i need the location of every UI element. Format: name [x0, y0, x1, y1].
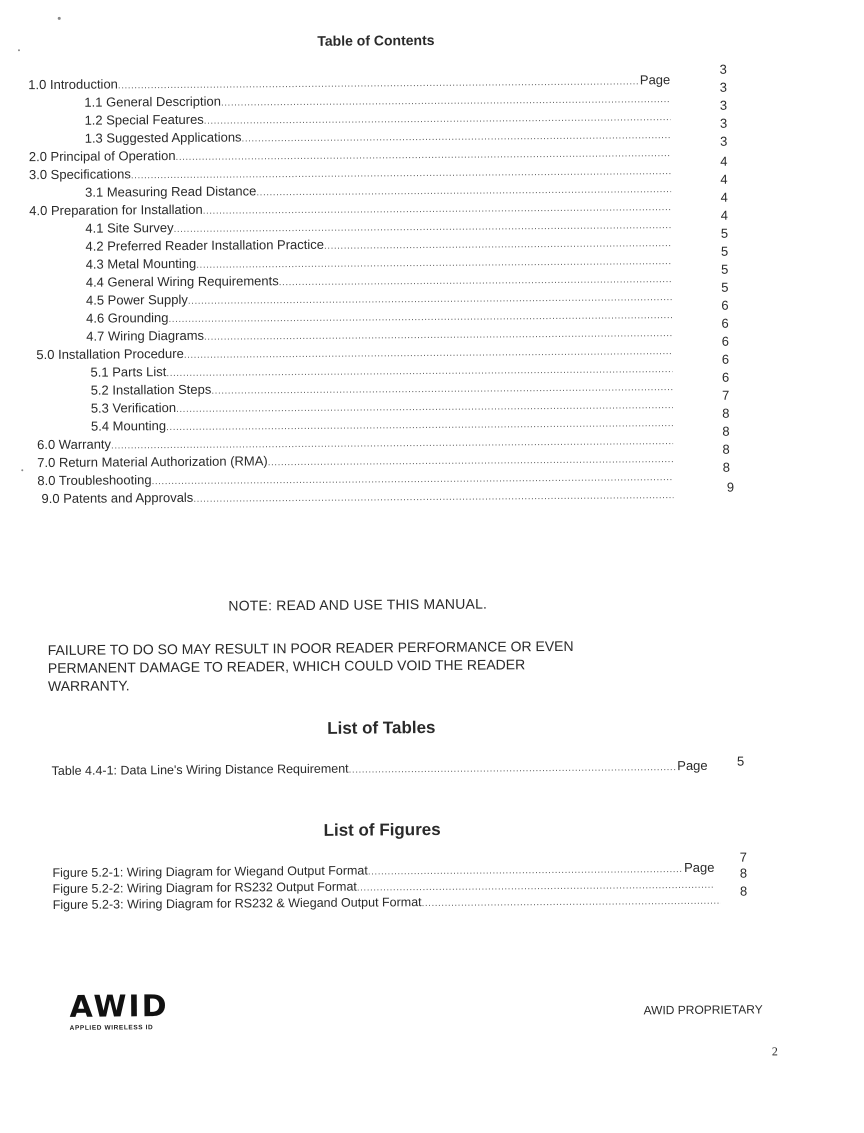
- toc-page-number: 6: [721, 351, 730, 367]
- awid-logo: [69, 989, 199, 1032]
- awid-logo-wordmark: AWID: [69, 989, 169, 1025]
- warning-line: PERMANENT DAMAGE TO READER, WHICH COULD VOID THE READER: [47, 656, 526, 677]
- toc-entry-label: 7.0 Return Material Authorization (RMA): [37, 453, 268, 471]
- awid-logo-tagline: APPLIED WIRELESS ID: [69, 1024, 154, 1032]
- warning-text: [48, 636, 728, 695]
- toc-entry-label: 4.6 Grounding: [86, 310, 169, 326]
- toc-page-number: 8: [722, 441, 730, 457]
- toc-page-number: 4: [720, 189, 728, 205]
- toc-entry: [90, 360, 672, 381]
- toc-page-number: 3: [720, 133, 728, 149]
- toc-page-number: 4: [720, 171, 728, 187]
- toc-page-number: 6: [721, 315, 729, 331]
- figure-entry: [53, 892, 721, 915]
- toc-entry-label: 8.0 Troubleshooting: [37, 472, 152, 489]
- toc-page-number: 8: [722, 423, 730, 439]
- toc-entry-label: 4.1 Site Survey: [85, 220, 174, 236]
- toc-entry-label: 5.2 Installation Steps: [90, 381, 212, 398]
- toc-page-number: 3: [719, 115, 728, 131]
- toc-page-number: 5: [721, 261, 729, 277]
- toc-entry: [85, 216, 671, 237]
- scan-speck: [58, 17, 61, 20]
- toc-entry-label: 4.7 Wiring Diagrams: [86, 327, 205, 344]
- figure-entry-label: Figure 5.2-1: Wiring Diagram for Wiegand Output Format: [52, 863, 368, 880]
- toc-page-number: 4: [720, 153, 728, 169]
- toc-page-number: 8: [722, 405, 730, 421]
- toc-entry: [91, 378, 673, 399]
- toc-entry: [86, 306, 672, 327]
- toc-page-number: 6: [721, 333, 729, 349]
- toc-entry: [91, 396, 673, 417]
- figure-entry-label: Figure 5.2-3: Wiring Diagram for RS232 & Wiegand Output Format: [52, 895, 422, 912]
- toc-entry-label: 2.0 Principal of Operation: [28, 147, 176, 165]
- proprietary-label: AWID PROPRIETARY: [643, 1002, 763, 1018]
- toc-entry-label: 3.0 Specifications: [28, 166, 131, 183]
- toc-entry-label: 4.2 Preferred Reader Installation Practice: [85, 236, 325, 254]
- toc-page-number: 9: [726, 479, 735, 495]
- toc-title: Table of Contents: [317, 31, 435, 49]
- toc-entry-label: 4.4 General Wiring Requirements: [85, 273, 279, 290]
- toc-page-number: 7: [722, 387, 730, 403]
- page-number: 2: [771, 1044, 778, 1059]
- dot-leader: [422, 894, 721, 912]
- toc-entry: [85, 180, 671, 201]
- toc-page-number: 5: [720, 243, 729, 259]
- toc-entry: [85, 126, 671, 147]
- list-of-figures-title: List of Figures: [323, 819, 441, 840]
- figure-page-number: 8: [739, 865, 748, 881]
- scan-speck: [21, 469, 23, 471]
- toc-page-number: 6: [721, 297, 729, 313]
- table-page-number: 5: [736, 753, 745, 769]
- toc-page-number: 4: [720, 207, 728, 223]
- toc-entry-label: 4.3 Metal Mounting: [85, 255, 197, 272]
- toc-entry-label: 1.2 Special Features: [84, 111, 204, 128]
- toc-entry: [86, 324, 672, 345]
- toc-page-number: 5: [720, 225, 729, 241]
- toc-entry: [86, 288, 672, 309]
- toc-page-number: 3: [719, 79, 727, 95]
- figure-entry-label: Figure 5.2-2: Wiring Diagram for RS232 Output Format: [52, 879, 357, 896]
- figure-page-number: 7: [739, 849, 748, 865]
- toc-entry-label: 5.3 Verification: [90, 399, 177, 416]
- toc-entry-label: 1.0 Introduction: [28, 76, 118, 93]
- toc-entry: [41, 486, 673, 507]
- figure-page-heading: Page: [683, 859, 715, 876]
- warning-line: WARRANTY.: [47, 677, 130, 695]
- toc-page-heading: Page: [639, 72, 671, 88]
- toc-entry: [84, 90, 670, 111]
- toc-page-number: 8: [722, 459, 730, 475]
- toc-entry: [86, 252, 672, 273]
- toc-entry: [85, 234, 671, 255]
- toc-entry-label: 4.5 Power Supply: [85, 291, 188, 308]
- dot-leader: [349, 760, 676, 779]
- list-of-tables-title: List of Tables: [327, 717, 436, 738]
- toc-entry-label: 5.4 Mounting: [90, 418, 167, 434]
- dot-leader: [193, 488, 673, 508]
- toc-entry-label: 5.1 Parts List: [90, 364, 167, 380]
- toc-entry: [86, 270, 672, 291]
- toc-page-number: 6: [721, 369, 730, 385]
- manual-note: NOTE: READ AND USE THIS MANUAL.: [228, 595, 488, 614]
- toc-entry-label: 3.1 Measuring Read Distance: [85, 183, 257, 200]
- toc-entry: [84, 108, 670, 129]
- table-entry: [52, 758, 708, 781]
- figure-page-number: 8: [739, 883, 748, 899]
- table-page-heading: Page: [677, 757, 708, 774]
- toc-entry-label: 1.3 Suggested Applications: [84, 129, 242, 146]
- toc-entry-label: 5.0 Installation Procedure: [36, 345, 184, 363]
- toc-entry-label: 9.0 Patents and Approvals: [41, 489, 194, 507]
- toc-entry-label: 4.0 Preparation for Installation: [29, 201, 203, 219]
- toc-entry-label: 1.1 General Description: [84, 93, 222, 110]
- toc-page-number: 3: [719, 97, 728, 113]
- toc-page-number: 3: [719, 61, 727, 77]
- toc-page-number: 5: [721, 279, 729, 295]
- toc-entry: [91, 414, 673, 435]
- table-entry-label: Table 4.4-1: Data Line's Wiring Distance Requirement: [51, 761, 349, 778]
- warning-line: FAILURE TO DO SO MAY RESULT IN POOR READER PERFORMANCE OR EVEN: [47, 637, 574, 659]
- toc-entry-label: 6.0 Warranty: [37, 436, 112, 453]
